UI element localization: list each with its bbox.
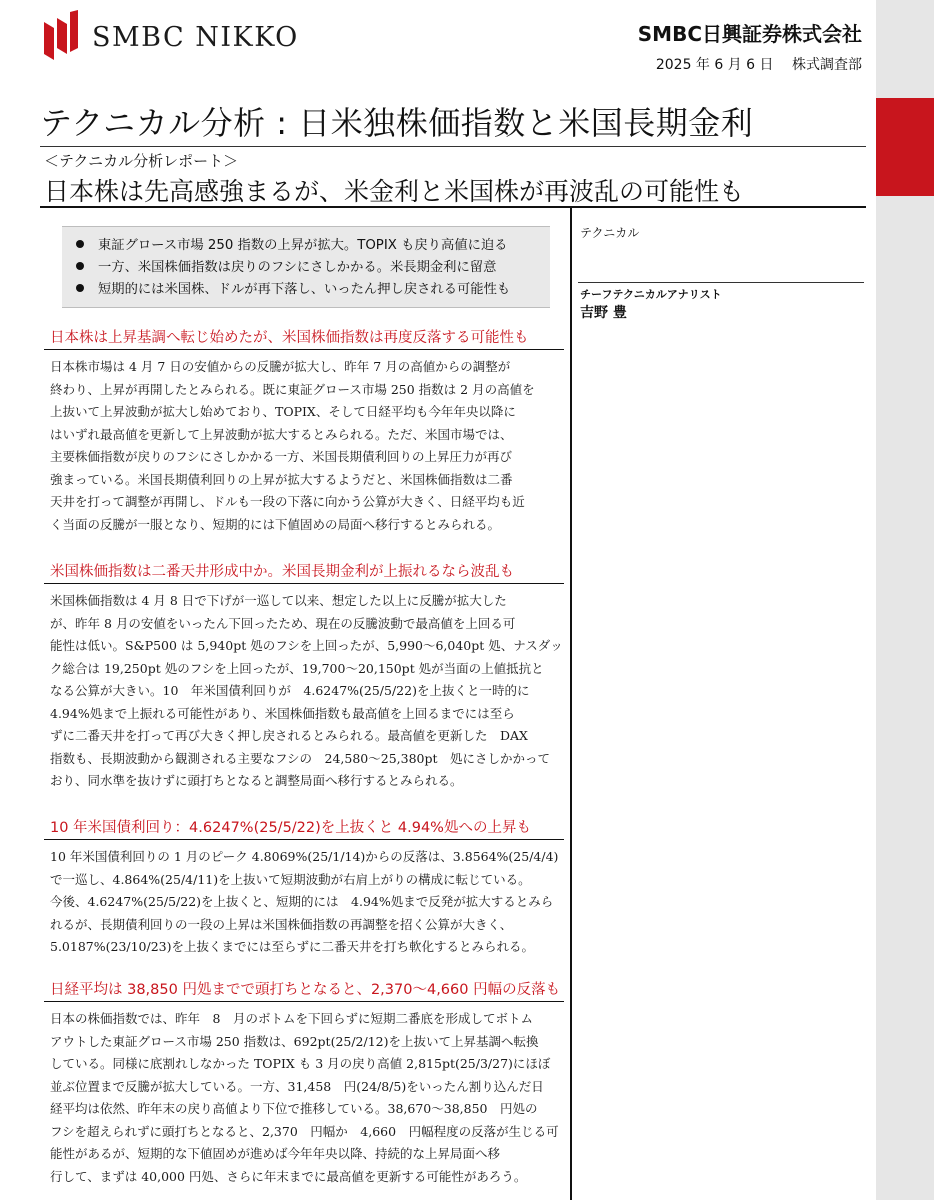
section-body <box>50 846 564 959</box>
side-accent-tab <box>876 98 934 196</box>
category-label: テクニカル <box>580 226 640 240</box>
title-divider <box>40 146 866 147</box>
report-date: 2025 年 6 月 6 日 株式調査部 <box>655 57 862 73</box>
body-line: 10 年米国債利回りの 1 月のピーク 4.8069%(25/1/14)からの反落は、3.8564%(25/4/4) <box>50 849 559 864</box>
body-line: フシを超えられずに頭打ちとなると、2,370 円幅か 4,660 円幅程度の反落が生じる可 <box>50 1123 559 1139</box>
body-line: れるが、長期債利回りの一段の上昇は米国株価指数の再調整を招く公算が大きく、 <box>50 916 513 932</box>
body-line: 並ぶ位置まで反騰が拡大している。一方、31,458 円(24/8/5)をいったん割り込んだ日 <box>50 1078 544 1094</box>
body-line: 経平均は依然、昨年末の戻り高値より下位で推移している。38,670～38,850 円処の <box>50 1101 538 1116</box>
body-line: 米国株価指数は 4 月 8 日で下げが一巡して以来、想定した以上に反騰が拡大した <box>50 593 507 608</box>
section-heading: 米国株価指数は二番天井形成中か。米国長期金利が上振れるなら波乱も <box>44 560 564 584</box>
body-line: 指数も、長期波動から観測される主要なフシの 24,580～25,380pt 処にさしかかって <box>50 750 551 766</box>
section-heading: 日経平均は 38,850 円処までで頭打ちとなると、2,370～4,660 円幅の反落も <box>44 978 564 1002</box>
logo-wordmark: SMBC NIKKO <box>92 22 299 53</box>
body-line: 能性があるが、短期的な下値固めが進めば今年年央以降、持続的な上昇局面へ移 <box>50 1146 501 1161</box>
section-body <box>50 590 564 793</box>
summary-item: 一方、米国株価指数は戻りのフシにさしかかる。米長期金利に留意 <box>76 257 550 279</box>
body-line: アウトした東証グロース市場 250 指数は、692pt(25/2/12)を上抜いて上昇基調へ転換 <box>50 1033 539 1049</box>
company-name: SMBC日興証券株式会社 <box>637 22 862 46</box>
body-line: 天井を打って調整が再開し、ドルも一段の下落に向かう公算が大きく、日経平均も近 <box>50 494 525 509</box>
body-line: おり、同水準を抜けずに頭打ちとなると調整局面へ移行するとみられる。 <box>50 773 463 788</box>
body-line: く当面の反騰が一服となり、短期的には下値固めの局面へ移行するとみられる。 <box>50 516 501 532</box>
summary-box <box>62 226 550 308</box>
body-line: 行して、まずは 40,000 円処、さらに年末までに最高値を更新する可能性があろう。 <box>50 1168 527 1184</box>
section-body <box>50 1008 564 1188</box>
summary-item: 東証グロース市場 250 指数の上昇が拡大。TOPIX も戻り高値に迫る <box>76 235 550 257</box>
analyst-name: 吉野 豊 <box>580 305 627 321</box>
body-line: なる公算が大きい。10 年米国債利回りが 4.6247%(25/5/22)を上抜くと一時的に <box>50 683 530 698</box>
analyst-role: チーフテクニカルアナリスト <box>580 288 722 301</box>
body-line: 4.94%処まで上振れる可能性があり、米国株価指数も最高値を上回るまでには至ら <box>50 705 515 721</box>
section-heading: 日本株は上昇基調へ転じ始めたが、米国株価指数は再度反落する可能性も <box>44 326 564 350</box>
body-line: で一巡し、4.864%(25/4/11)を上抜いて短期波動が右肩上がりの構成に転じている。 <box>50 871 531 887</box>
smbc-logo-icon <box>40 8 80 62</box>
body-line: はいずれ最高値を更新して上昇波動が拡大するとみられる。ただ、米国市場では、 <box>50 426 513 442</box>
report-subtitle: ＜テクニカル分析レポート＞ <box>44 152 239 170</box>
body-line: 能性は低い。S&P500 は 5,940pt 処のフシを上回ったが、5,990～6,040pt 処、ナスダッ <box>50 638 563 653</box>
body-line: 強まっている。米国長期債利回りの上昇が拡大するようだと、米国株価指数は二番 <box>50 471 513 487</box>
section-heading: 10 年米国債利回り：4.6247%(25/5/22)を上抜くと 4.94%処への上昇も <box>44 816 564 840</box>
body-line: が、昨年 8 月の安値をいったん下回ったため、現在の反騰波動で最高値を上回る可 <box>50 615 516 631</box>
bullet-icon <box>76 240 84 248</box>
body-line: 終わり、上昇が再開したとみられる。既に東証グロース市場 250 指数は 2 月の高値を <box>50 381 535 397</box>
summary-item: 短期的には米国株、ドルが再下落し、いったん押し戻される可能性も <box>76 279 550 301</box>
page-title: テクニカル分析 : 日米独株価指数と米国長期金利 <box>40 104 754 142</box>
column-divider <box>570 206 572 1200</box>
bullet-icon <box>76 262 84 270</box>
headline-divider <box>40 206 866 208</box>
body-line: ク総合は 19,250pt 処のフシを上回ったが、19,700～20,150pt 処が当面の上値抵抗と <box>50 660 544 676</box>
body-line: 主要株価指数が戻りのフシにさしかかる一方、米国長期債利回りの上昇圧力が再び <box>50 449 513 464</box>
body-line: ずに二番天井を打って再び大きく押し戻されるとみられる。最高値を更新した DAX <box>50 728 528 743</box>
report-headline: 日本株は先高感強まるが、米金利と米国株が再波乱の可能性も <box>44 177 745 206</box>
body-line: している。同様に底割れしなかった TOPIX も 3 月の戻り高値 2,815pt(25/3/27)にほぼ <box>50 1056 551 1071</box>
body-line: 5.0187%(23/10/23)を上抜くまでには至らずに二番天井を打ち軟化するとみられる。 <box>50 939 535 954</box>
body-line: 上抜いて上昇波動が拡大し始めており、TOPIX、そして日経平均も今年年央以降に <box>50 404 516 419</box>
body-line: 日本の株価指数では、昨年 8 月のボトムを下回らずに短期二番底を形成してボトム <box>50 1011 533 1026</box>
body-line: 日本株市場は 4 月 7 日の安値からの反騰が拡大し、昨年 7 月の高値からの調整が <box>50 359 511 374</box>
bullet-icon <box>76 284 84 292</box>
section-body <box>50 356 564 536</box>
sidebar-divider <box>578 282 864 283</box>
body-line: 今後、4.6247%(25/5/22)を上抜くと、短期的には 4.94%処まで反発が拡大するとみら <box>50 894 554 909</box>
